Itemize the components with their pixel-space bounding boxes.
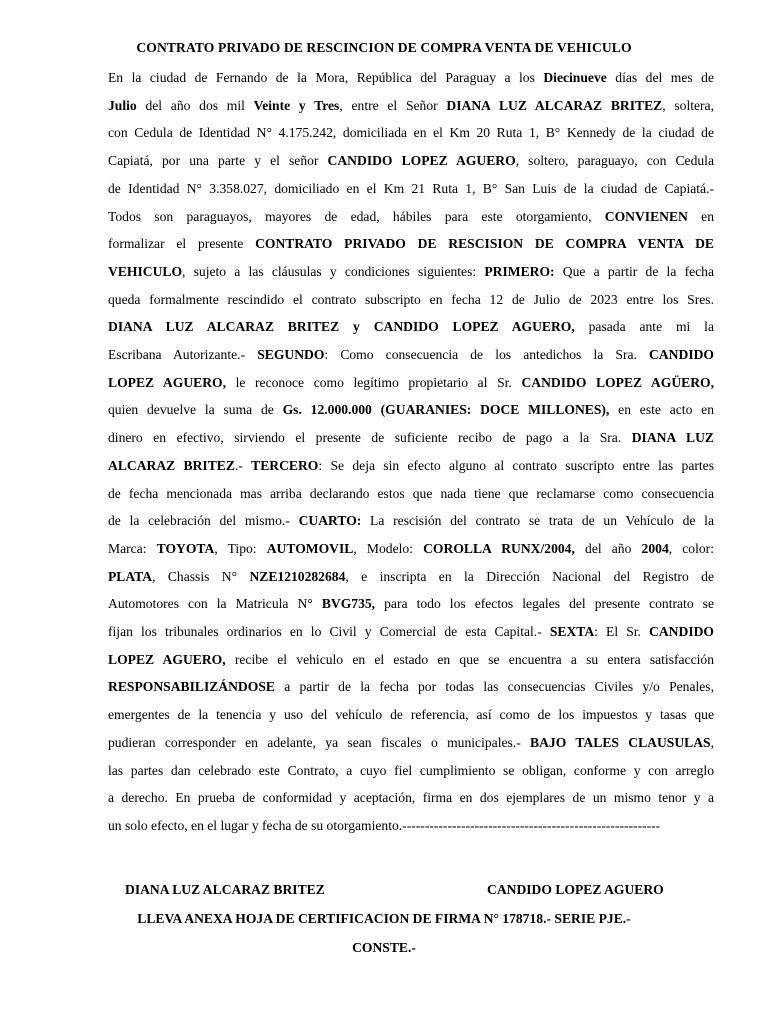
text-segment: recibe el vehiculo en el estado en que se encuentra a su entera satisfacción bbox=[225, 651, 714, 667]
body-line bbox=[108, 590, 714, 618]
bold-text-segment: CUARTO: bbox=[298, 513, 362, 529]
body-line bbox=[108, 396, 714, 424]
text-segment: a derecho. En prueba de conformidad y aceptación, firma en dos ejemplares de un mismo tenor y a bbox=[108, 790, 714, 806]
text-segment: pasada ante mi la bbox=[574, 319, 714, 335]
bold-text-segment: SEGUNDO bbox=[257, 347, 325, 363]
text-segment: dinero en efectivo, sirviendo el presente de suficiente recibo de pago a la Sra. bbox=[108, 430, 632, 446]
bold-text-segment: TOYOTA bbox=[156, 540, 215, 556]
body-line bbox=[108, 729, 714, 757]
bold-text-segment: DIANA LUZ ALCARAZ BRITEZ y CANDIDO LOPEZ AGUERO, bbox=[108, 319, 575, 335]
bold-text-segment: Gs. 12.000.000 (GUARANIES: DOCE MILLONES), bbox=[282, 402, 610, 418]
body-line bbox=[108, 147, 714, 175]
text-segment: , soltero, paraguayo, con Cedula bbox=[515, 153, 714, 169]
annex-note: LLEVA ANEXA HOJA DE CERTIFICACION DE FIRMA N° 178718.- SERIE PJE.- bbox=[137, 911, 631, 926]
bold-text-segment: AUTOMOVIL bbox=[266, 540, 354, 556]
text-segment: , bbox=[710, 734, 715, 750]
text-segment: , color: bbox=[668, 540, 714, 556]
bold-text-segment: BAJO TALES CLAUSULAS bbox=[530, 734, 711, 750]
body-line bbox=[108, 92, 714, 120]
bold-text-segment: LOPEZ AGUERO, bbox=[108, 651, 226, 667]
text-segment: , e inscripta en la Dirección Nacional del Registro de bbox=[345, 568, 714, 584]
bold-text-segment: CANDIDO bbox=[649, 347, 714, 363]
text-segment: , soltera, bbox=[662, 97, 714, 113]
text-segment: en este acto en bbox=[609, 402, 714, 418]
bold-text-segment: CANDIDO LOPEZ AGÜERO, bbox=[521, 374, 714, 390]
text-segment: de fecha mencionada mas arriba declarando estos que nada tiene que reclamarse como consecuencia bbox=[108, 485, 714, 501]
text-segment: de la celebración del mismo.- bbox=[108, 513, 299, 529]
text-segment: quien devuelve la suma de bbox=[108, 402, 283, 418]
bold-text-segment: PLATA bbox=[108, 568, 153, 584]
bold-text-segment: DIANA LUZ ALCARAZ BRITEZ bbox=[446, 97, 663, 113]
bold-text-segment: LOPEZ AGUERO, bbox=[108, 374, 226, 390]
bold-text-segment: PRIMERO: bbox=[484, 263, 555, 279]
text-segment: queda formalmente rescindido el contrato subscripto en fecha 12 de Julio de 2023 entre los Sres. bbox=[108, 291, 714, 307]
text-segment: fijan los tribunales ordinarios en lo Civil y Comercial de esta Capital.- bbox=[108, 624, 550, 640]
bold-text-segment: CANDIDO bbox=[649, 624, 714, 640]
body-line bbox=[108, 258, 714, 286]
text-segment: un solo efecto, en el lugar y fecha de su otorgamiento.--------------------------------------------------------- bbox=[108, 817, 661, 833]
body-line bbox=[108, 175, 714, 203]
body-line bbox=[108, 480, 714, 508]
signature-name-right: CANDIDO LOPEZ AGUERO bbox=[487, 882, 664, 897]
body-line bbox=[108, 507, 714, 535]
text-segment: : Se deja sin efecto alguno al contrato suscripto entre las partes bbox=[318, 457, 714, 473]
text-segment: le reconoce como legítimo propietario al Sr. bbox=[226, 374, 522, 390]
body-line bbox=[108, 203, 714, 231]
text-segment: a partir de la fecha por todas las consecuencias Civiles y/o Penales, bbox=[274, 679, 714, 695]
text-segment: las partes dan celebrado este Contrato, a cuyo fiel cumplimiento se obligan, conforme y con arreglo bbox=[108, 762, 714, 778]
body-line bbox=[108, 812, 714, 840]
bold-text-segment: CANDIDO LOPEZ AGUERO bbox=[327, 153, 516, 169]
bold-text-segment: CONVIENEN bbox=[604, 208, 688, 224]
body-line bbox=[108, 452, 714, 480]
document-title: CONTRATO PRIVADO DE RESCINCION DE COMPRA VENTA DE VEHICULO bbox=[136, 40, 632, 55]
text-segment: pudieran corresponder en adelante, ya sean fiscales o municipales.- bbox=[108, 734, 531, 750]
contract-body bbox=[108, 64, 714, 840]
bold-text-segment: CONTRATO PRIVADO DE RESCISION DE COMPRA VENTA DE bbox=[255, 236, 714, 252]
body-line bbox=[108, 701, 714, 729]
text-segment: con Cedula de Identidad N° 4.175.242, domiciliada en el Km 20 Ruta 1, B° Kennedy de la ciudad de bbox=[108, 125, 714, 141]
text-segment: , sujeto a las cláusulas y condiciones siguientes: bbox=[182, 263, 485, 279]
text-segment: Que a partir de la fecha bbox=[554, 263, 714, 279]
bold-text-segment: NZE1210282684 bbox=[249, 568, 346, 584]
text-segment: del año bbox=[574, 540, 642, 556]
body-line bbox=[108, 563, 714, 591]
text-segment: Escribana Autorizante.- bbox=[108, 347, 258, 363]
body-line bbox=[108, 424, 714, 452]
text-segment: en bbox=[687, 208, 715, 224]
text-segment: días del mes de bbox=[606, 70, 714, 85]
body-line bbox=[108, 313, 714, 341]
text-segment: , Chassis N° bbox=[152, 568, 250, 584]
text-segment: , Tipo: bbox=[214, 540, 267, 556]
text-segment: La rescisión del contrato se trata de un Vehículo de la bbox=[361, 513, 714, 529]
body-line bbox=[108, 119, 714, 147]
text-segment: .- bbox=[234, 457, 252, 473]
bold-text-segment: Julio bbox=[108, 97, 137, 113]
text-segment: Marca: bbox=[108, 540, 157, 556]
bold-text-segment: VEHICULO bbox=[108, 263, 183, 279]
body-line bbox=[108, 341, 714, 369]
body-line bbox=[108, 535, 714, 563]
text-segment: Automotores con la Matricula N° bbox=[108, 596, 322, 612]
bold-text-segment: Diecinueve bbox=[543, 70, 607, 85]
bold-text-segment: DIANA LUZ bbox=[631, 430, 714, 446]
bold-text-segment: BVG735, bbox=[321, 596, 376, 612]
body-line bbox=[108, 618, 714, 646]
body-line bbox=[108, 286, 714, 314]
body-line bbox=[108, 646, 714, 674]
text-segment: emergentes de la tenencia y uso del vehículo de referencia, así como de los impuestos y tasas que bbox=[108, 707, 714, 723]
text-segment: : Como consecuencia de los antedichos la Sra. bbox=[324, 347, 650, 363]
text-segment: para todo los efectos legales del presente contrato se bbox=[375, 596, 714, 612]
text-segment: , entre el Señor bbox=[339, 97, 447, 113]
text-segment: : El Sr. bbox=[594, 624, 650, 640]
body-line bbox=[108, 369, 714, 397]
bold-text-segment: Veinte y Tres bbox=[253, 97, 340, 113]
text-segment: de Identidad N° 3.358.027, domiciliado en el Km 21 Ruta 1, B° San Luis de la ciudad de Capiatá.- bbox=[108, 180, 714, 196]
bold-text-segment: ALCARAZ BRITEZ bbox=[108, 457, 235, 473]
text-segment: En la ciudad de Fernando de la Mora, República del Paraguay a los bbox=[108, 70, 544, 85]
bold-text-segment: 2004 bbox=[641, 540, 669, 556]
text-segment: formalizar el presente bbox=[108, 236, 256, 252]
body-line bbox=[108, 230, 714, 258]
bold-text-segment: SEXTA bbox=[549, 624, 595, 640]
bold-text-segment: TERCERO bbox=[251, 457, 319, 473]
bold-text-segment: RESPONSABILIZÁNDOSE bbox=[108, 679, 275, 695]
body-line bbox=[108, 757, 714, 785]
body-line bbox=[108, 784, 714, 812]
text-segment: , Modelo: bbox=[353, 540, 424, 556]
body-line bbox=[108, 673, 714, 701]
text-segment: del año dos mil bbox=[136, 97, 254, 113]
text-segment: Todos son paraguayos, mayores de edad, hábiles para este otorgamiento, bbox=[108, 208, 605, 224]
text-segment: Capiatá, por una parte y el señor bbox=[108, 153, 328, 169]
signature-name-left: DIANA LUZ ALCARAZ BRITEZ bbox=[125, 882, 325, 897]
body-line bbox=[108, 64, 714, 92]
closing-text: CONSTE.- bbox=[352, 940, 416, 955]
bold-text-segment: COROLLA RUNX/2004, bbox=[423, 540, 575, 556]
